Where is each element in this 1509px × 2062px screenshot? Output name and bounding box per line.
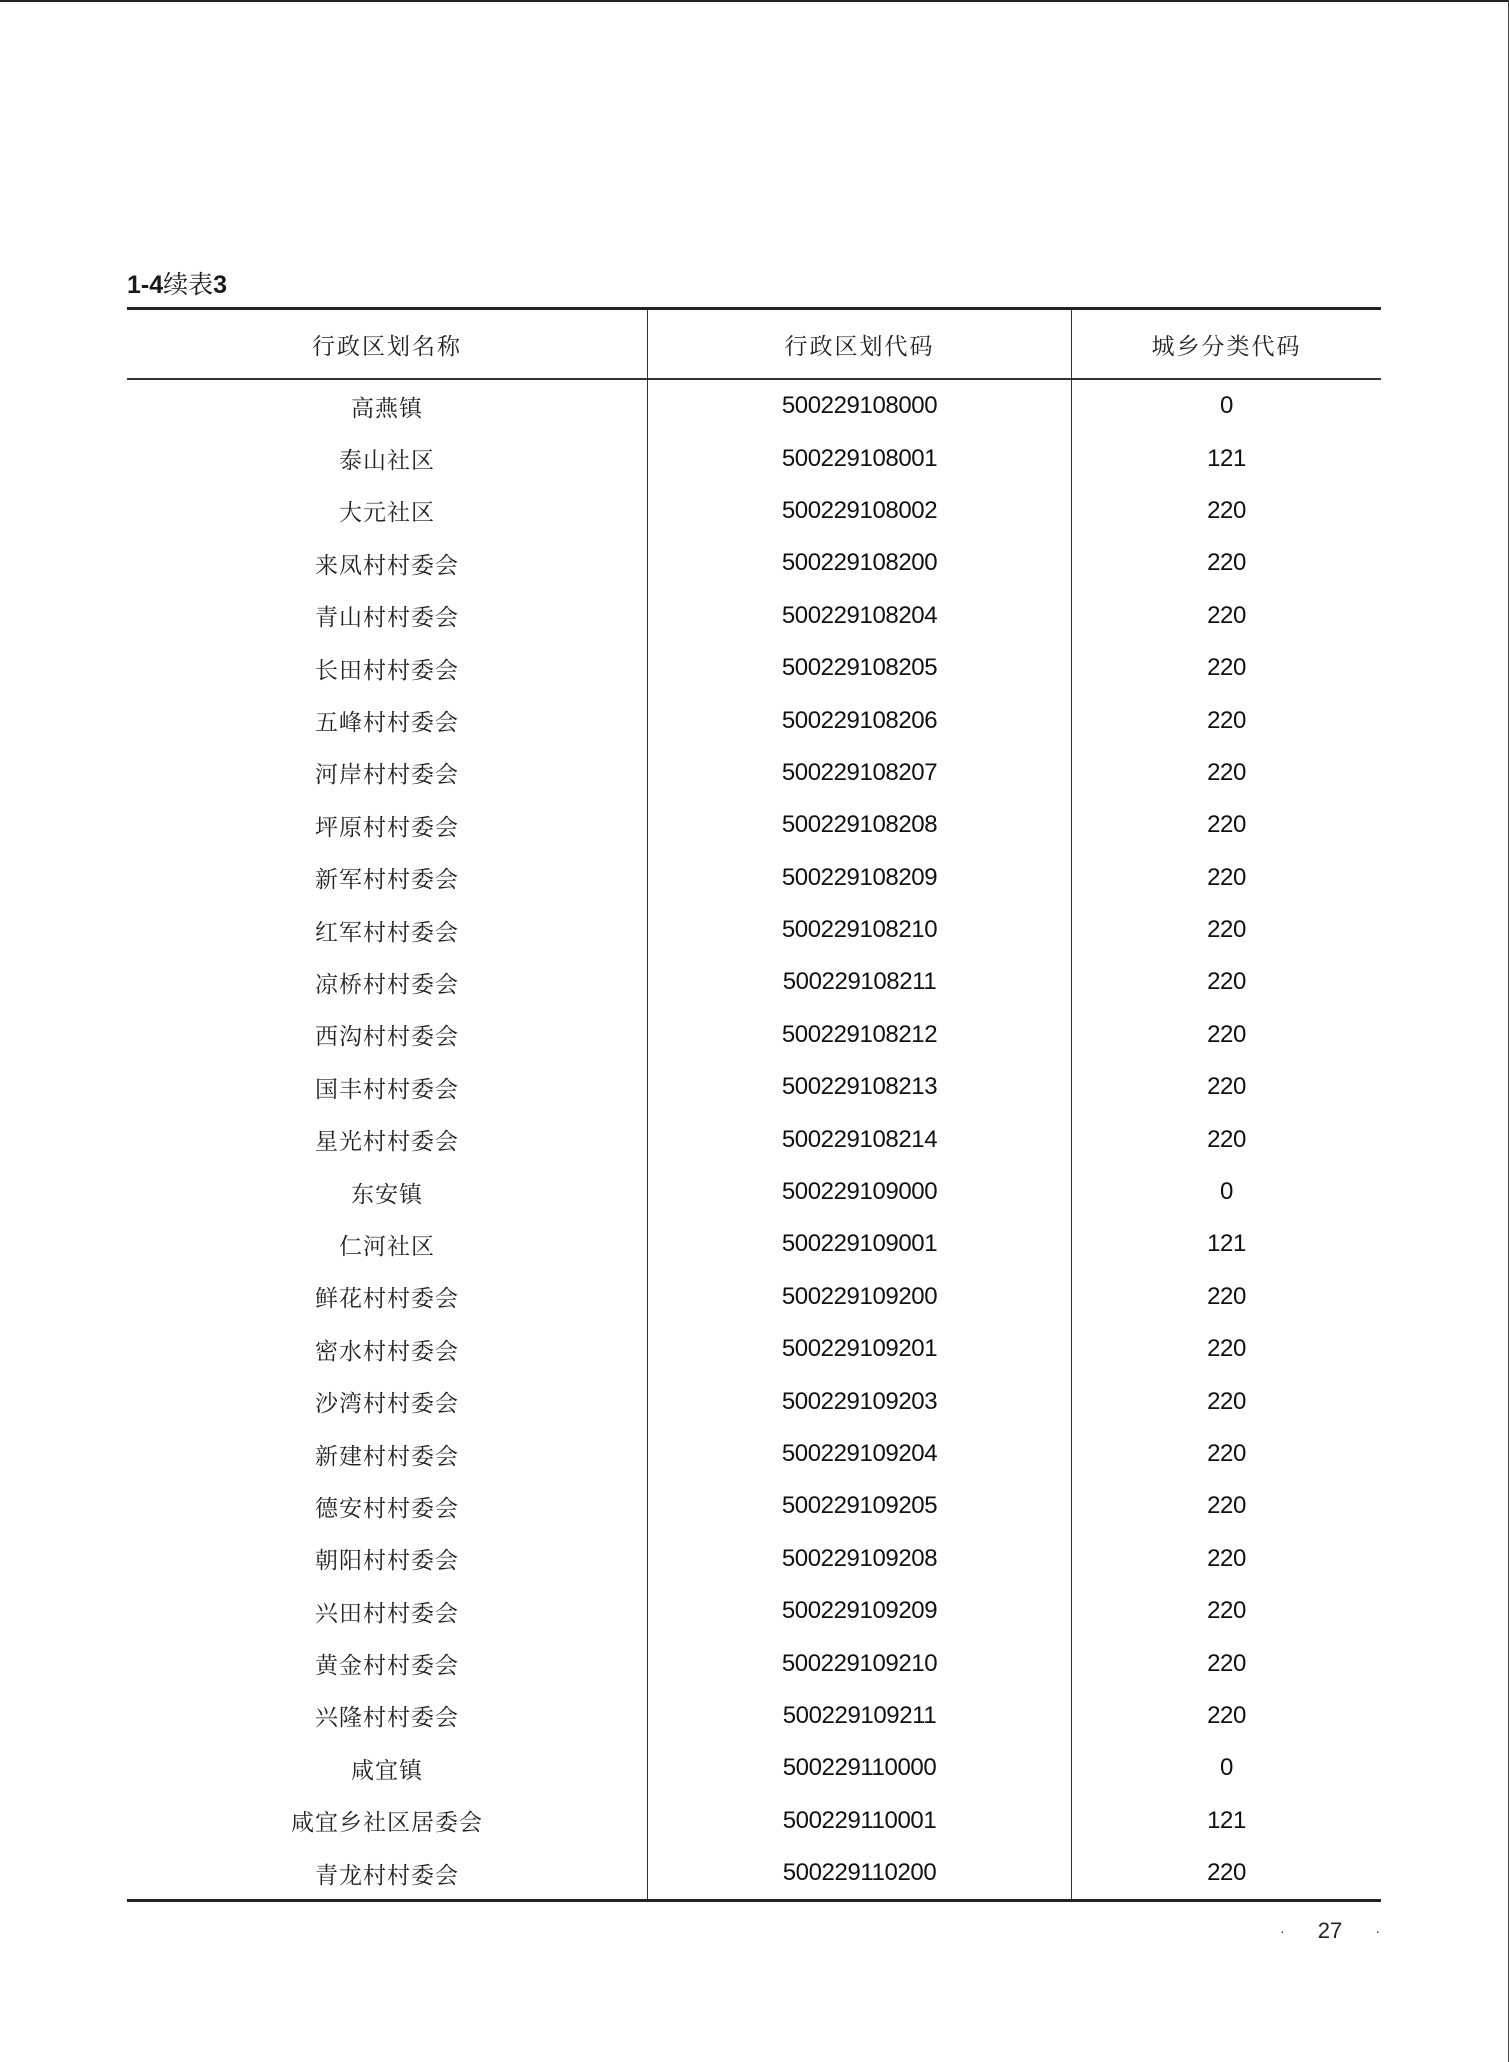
cell-code: 500229109001: [648, 1218, 1072, 1270]
table-row: [127, 1166, 1381, 1218]
cell-name: 西沟村村委会: [127, 1009, 648, 1061]
cell-name: 新军村村委会: [127, 852, 648, 904]
cell-name: 鲜花村村委会: [127, 1271, 648, 1323]
table-row: [127, 1113, 1381, 1165]
cell-category: 220: [1207, 863, 1246, 891]
cell-name: 黄金村村委会: [127, 1637, 648, 1689]
cell-category: 220: [1207, 706, 1246, 734]
cell-category: 220: [1207, 1073, 1246, 1101]
cell-code: 500229108208: [648, 799, 1072, 851]
cell-name: 五峰村村委会: [127, 694, 648, 746]
page-number-right-dot: ·: [1375, 1923, 1380, 1939]
cell-name: 仁河社区: [127, 1218, 648, 1270]
cell-code: 500229109204: [648, 1428, 1072, 1480]
cell-code: 500229109211: [648, 1690, 1072, 1742]
cell-code: 500229108001: [648, 432, 1072, 484]
table-row: [127, 852, 1381, 904]
cell-name: 长田村村委会: [127, 642, 648, 694]
cell-code: 500229109209: [648, 1585, 1072, 1637]
cell-category: 0: [1220, 392, 1233, 420]
cell-code: 500229109208: [648, 1533, 1072, 1585]
table-row: [127, 1585, 1381, 1637]
cell-category: 220: [1207, 601, 1246, 629]
cell-code: 500229109210: [648, 1637, 1072, 1689]
cell-name: 来凤村村委会: [127, 537, 648, 589]
cell-name: 沙湾村村委会: [127, 1375, 648, 1427]
cell-name: 咸宜镇: [127, 1742, 648, 1794]
cell-code: 500229108000: [648, 380, 1072, 432]
table-row: [127, 1847, 1381, 1899]
cell-name: 大元社区: [127, 485, 648, 537]
cell-name: 德安村村委会: [127, 1480, 648, 1532]
cell-code: 500229109203: [648, 1375, 1072, 1427]
cell-name: 青山村村委会: [127, 590, 648, 642]
page-top-border: [0, 0, 1509, 2]
table-title-number: 1-4: [127, 271, 164, 299]
table-row: [127, 380, 1381, 432]
cell-category: 220: [1207, 1649, 1246, 1677]
table-row: [127, 1271, 1381, 1323]
cell-code: 500229108204: [648, 590, 1072, 642]
table-header-row: [127, 310, 1381, 380]
table-row: [127, 956, 1381, 1008]
cell-code: 500229108211: [648, 956, 1072, 1008]
cell-category: 220: [1207, 1544, 1246, 1572]
page-number-value: 27: [1317, 1918, 1343, 1943]
cell-name: 新建村村委会: [127, 1428, 648, 1480]
cell-name: 咸宜乡社区居委会: [127, 1795, 648, 1847]
cell-name: 国丰村村委会: [127, 1061, 648, 1113]
cell-code: 500229108205: [648, 642, 1072, 694]
cell-name: 密水村村委会: [127, 1323, 648, 1375]
cell-category: 220: [1207, 1701, 1246, 1729]
table-row: [127, 1061, 1381, 1113]
table-title-suffix: 3: [213, 271, 228, 299]
table-row: [127, 537, 1381, 589]
table-row: [127, 904, 1381, 956]
cell-name: 泰山社区: [127, 432, 648, 484]
cell-code: 500229108002: [648, 485, 1072, 537]
cell-category: 220: [1207, 916, 1246, 944]
table-row: [127, 1375, 1381, 1427]
table-row: [127, 1637, 1381, 1689]
table-row: [127, 1323, 1381, 1375]
cell-category: 0: [1220, 1178, 1233, 1206]
cell-category: 220: [1207, 1282, 1246, 1310]
cell-name: 兴隆村村委会: [127, 1690, 648, 1742]
cell-code: 500229108206: [648, 694, 1072, 746]
cell-category: 121: [1207, 1230, 1246, 1258]
cell-code: 500229108212: [648, 1009, 1072, 1061]
table-row: [127, 1795, 1381, 1847]
cell-category: 220: [1207, 1859, 1246, 1887]
cell-code: 500229108213: [648, 1061, 1072, 1113]
cell-category: 220: [1207, 1020, 1246, 1048]
column-header-code: 行政区划代码: [648, 310, 1072, 378]
table-row: [127, 1742, 1381, 1794]
table-row: [127, 1218, 1381, 1270]
cell-code: 500229108214: [648, 1113, 1072, 1165]
cell-category: 220: [1207, 1335, 1246, 1363]
cell-code: 500229108207: [648, 747, 1072, 799]
cell-code: 500229110200: [648, 1847, 1072, 1899]
cell-category: 220: [1207, 549, 1246, 577]
cell-code: 500229110000: [648, 1742, 1072, 1794]
cell-name: 高燕镇: [127, 380, 648, 432]
cell-code: 500229108209: [648, 852, 1072, 904]
table-row: [127, 1480, 1381, 1532]
cell-category: 121: [1207, 444, 1246, 472]
cell-code: 500229109201: [648, 1323, 1072, 1375]
table-row: [127, 1009, 1381, 1061]
cell-name: 东安镇: [127, 1166, 648, 1218]
page-number: [1280, 1918, 1380, 1944]
cell-category: 220: [1207, 1492, 1246, 1520]
cell-category: 220: [1207, 811, 1246, 839]
cell-category: 220: [1207, 654, 1246, 682]
table-row: [127, 590, 1381, 642]
table-title: [127, 270, 227, 300]
cell-code: 500229109000: [648, 1166, 1072, 1218]
table-row: [127, 747, 1381, 799]
cell-category: 220: [1207, 1597, 1246, 1625]
cell-category: 0: [1220, 1754, 1233, 1782]
cell-name: 坪原村村委会: [127, 799, 648, 851]
table-row: [127, 799, 1381, 851]
cell-name: 青龙村村委会: [127, 1847, 648, 1899]
table-row: [127, 432, 1381, 484]
division-code-table: [127, 307, 1381, 1902]
cell-name: 河岸村村委会: [127, 747, 648, 799]
cell-name: 凉桥村村委会: [127, 956, 648, 1008]
column-header-name: 行政区划名称: [127, 310, 648, 378]
cell-category: 220: [1207, 758, 1246, 786]
table-row: [127, 694, 1381, 746]
cell-code: 500229110001: [648, 1795, 1072, 1847]
table-row: [127, 1533, 1381, 1585]
cell-code: 500229109205: [648, 1480, 1072, 1532]
cell-category: 220: [1207, 1440, 1246, 1467]
column-header-category: 城乡分类代码: [1151, 333, 1302, 360]
cell-name: 兴田村村委会: [127, 1585, 648, 1637]
cell-category: 220: [1207, 496, 1246, 524]
cell-category: 220: [1207, 1125, 1246, 1153]
cell-category: 220: [1207, 1387, 1246, 1415]
cell-category: 220: [1207, 968, 1246, 996]
cell-category: 121: [1207, 1806, 1246, 1834]
cell-name: 朝阳村村委会: [127, 1533, 648, 1585]
table-row: [127, 485, 1381, 537]
table-row: [127, 642, 1381, 694]
cell-name: 星光村村委会: [127, 1113, 648, 1165]
page-number-left-dot: ·: [1280, 1923, 1285, 1939]
cell-code: 500229108200: [648, 537, 1072, 589]
table-row: [127, 1690, 1381, 1742]
cell-code: 500229108210: [648, 904, 1072, 956]
cell-code: 500229109200: [648, 1271, 1072, 1323]
table-body: [127, 380, 1381, 1899]
table-title-text: 续表: [163, 270, 214, 299]
cell-name: 红军村村委会: [127, 904, 648, 956]
table-row: [127, 1428, 1381, 1480]
